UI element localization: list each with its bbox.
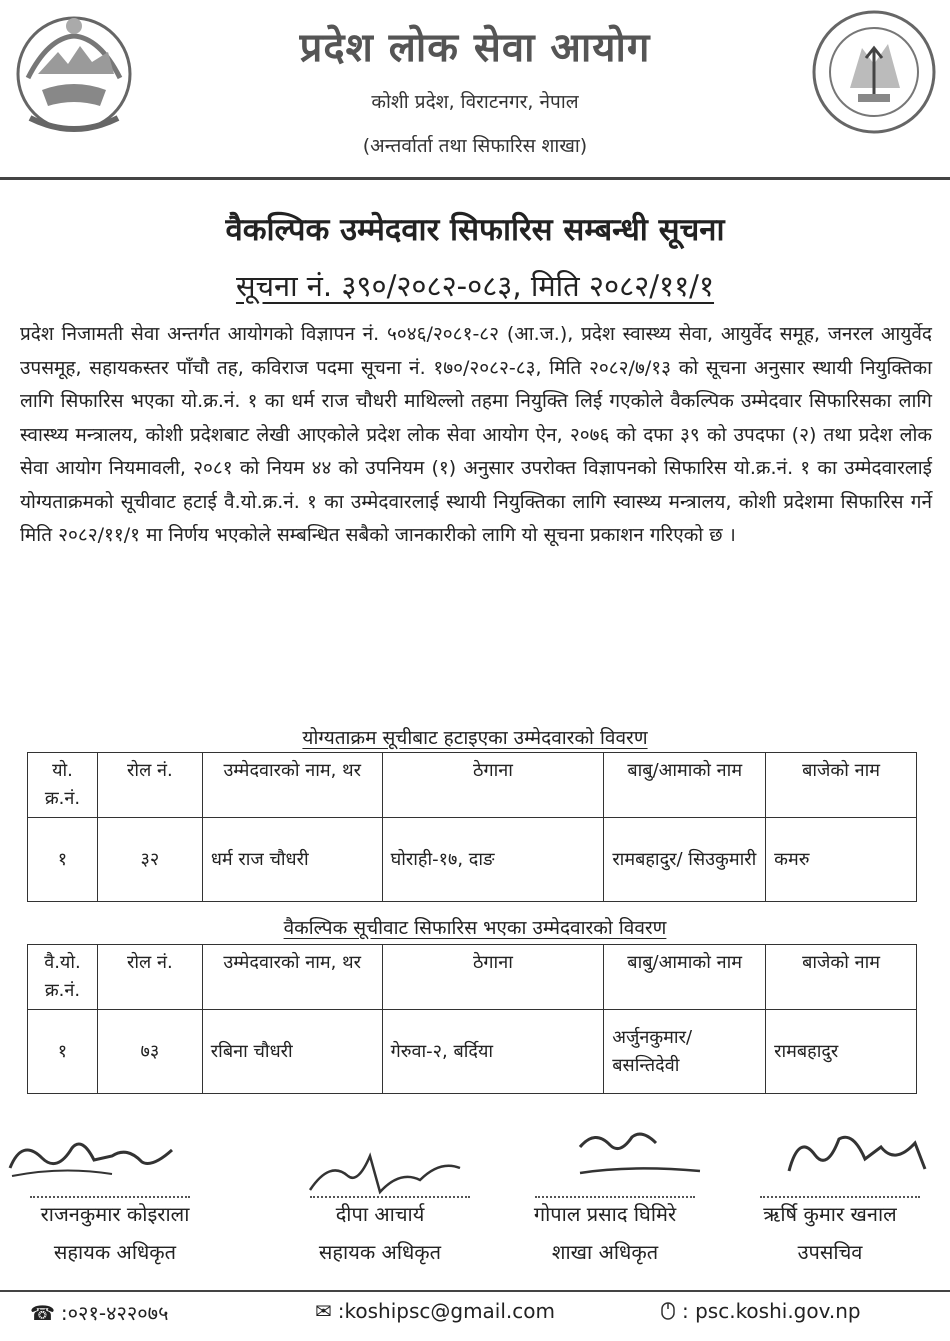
footer-divider (0, 1290, 950, 1292)
notice-title: वैकल्पिक उम्मेदवार सिफारिस सम्बन्धी सूचना (225, 212, 725, 248)
signature-1 (2, 1128, 182, 1188)
recommended-table-caption (0, 914, 950, 940)
cell-name: रबिना चौधरी (202, 1010, 382, 1094)
signature-4 (775, 1125, 935, 1187)
website-url[interactable]: : psc.koshi.gov.np (682, 1299, 861, 1323)
header-serial: वै.यो. क्र.नं. (28, 945, 98, 1010)
header-grandfather: बाजेको नाम (766, 945, 917, 1010)
cell-parents: रामबहादुर/ सिउकुमारी (604, 818, 766, 902)
footer-phone (30, 1299, 168, 1326)
header-parents: बाबु/आमाको नाम (604, 753, 766, 818)
signatory-title-4: उपसचिव (797, 1240, 863, 1264)
footer-website[interactable] (660, 1299, 861, 1323)
header-parents: बाबु/आमाको नाम (604, 945, 766, 1010)
signatory-name-4: ऋर्षि कुमार खनाल (763, 1202, 897, 1226)
cell-serial: १ (28, 1010, 98, 1094)
cell-parents: अर्जुनकुमार/ बसन्तिदेवी (604, 1010, 766, 1094)
signature-2 (300, 1140, 470, 1202)
notice-reference-text: सूचना नं. ३९०/२०८२-०८३, मिति २०८२/११/१ (235, 269, 715, 303)
cell-grandfather: कमरु (766, 818, 917, 902)
notice-reference (0, 266, 950, 305)
signatory-name-1: राजनकुमार कोइराला (40, 1202, 190, 1226)
signatory-title-2: सहायक अधिकृत (318, 1240, 442, 1264)
header-name: उम्मेदवारको नाम, थर (202, 753, 382, 818)
signature-line-1 (30, 1196, 190, 1198)
header-name: उम्मेदवारको नाम, थर (202, 945, 382, 1010)
signatory-name-3: गोपाल प्रसाद घिमिरे (533, 1202, 677, 1226)
signatory-title-3: शाखा अधिकृत (551, 1240, 659, 1264)
cell-roll: ३२ (97, 818, 202, 902)
signature-line-4 (760, 1196, 920, 1198)
cell-name: धर्म राज चौधरी (202, 818, 382, 902)
header-serial: यो. क्र.नं. (28, 753, 98, 818)
recommended-candidates-table (27, 944, 917, 1094)
signature-line-3 (535, 1196, 695, 1198)
mouse-pointer-icon (660, 1301, 676, 1321)
organization-address: कोशी प्रदेश, विराटनगर, नेपाल (371, 91, 579, 113)
telephone-icon: ☎ (30, 1300, 55, 1325)
table-header-row (28, 945, 917, 1010)
notice-body: प्रदेश निजामती सेवा अन्तर्गत आयोगको विज्ञापन नं. ५०४६/२०८१-८२ (आ.ज.), प्रदेश स्वास्थ्य सेवा, आयुर्वेद समूह, जनरल आयुर्वेद उपसमूह, सहायकस्तर पाँचौ तह, कविराज पदमा सूचना नं. १७०/२०८२-८३, मिति २०८२/७/१३ को सूचना अनुसार स्थायी नियुक्तिका लागि सिफारिस भएका यो.क्र.नं. १ का धर्म राज चौधरी माथिल्लो तहमा नियुक्ति लिई गएकोले वैकल्पिक उम्मेदवार सिफारिसका लागि स्वास्थ्य मन्त्रालय, कोशी प्रदेशबाट लेखी आएकोले प्रदेश लोक सेवा आयोग ऐन, २०७६ को दफा ३९ को उपदफा (२) तथा प्रदेश लोक सेवा आयोग नियमावली, २०८१ को नियम ४४ को उपनियम (१) अनुसार उपरोक्त विज्ञापनको सिफारिस यो.क्र.नं. १ का उम्मेदवारलाई योग्यताक्रमको सूचीवाट हटाई वै.यो.क्र.नं. १ का उम्मेदवारलाई स्थायी नियुक्तिका लागि स्वास्थ्य मन्त्रालय, कोशी प्रदेशमा सिफारिस गर्ने मिति २०८२/११/१ मा निर्णय भएकोले सम्बन्धित सबैको जानकारीको लागि यो सूचना प्रकाशन गरिएको छ । (20, 323, 932, 546)
header-roll: रोल नं. (97, 753, 202, 818)
header-roll: रोल नं. (97, 945, 202, 1010)
table-row (28, 1010, 917, 1094)
envelope-icon: ✉ (315, 1299, 332, 1323)
signature-3 (560, 1125, 710, 1187)
signature-line-2 (310, 1196, 470, 1198)
removed-candidates-table (27, 752, 917, 902)
nepal-emblem-icon (8, 8, 140, 148)
signatory-name-2: दीपा आचार्य (335, 1202, 425, 1226)
cell-address: गेरुवा-२, बर्दिया (382, 1010, 604, 1094)
removed-table-caption-text: योग्यताक्रम सूचीबाट हटाइएका उम्मेदवारको विवरण (302, 727, 648, 749)
table-row (28, 818, 917, 902)
header-grandfather: बाजेको नाम (766, 753, 917, 818)
signatory-title-1: सहायक अधिकृत (53, 1240, 177, 1264)
cell-grandfather: रामबहादुर (766, 1010, 917, 1094)
recommended-table-caption-text: वैकल्पिक सूचीवाट सिफारिस भएका उम्मेदवारको विवरण (283, 917, 667, 939)
cell-address: घोराही-१७, दाङ (382, 818, 604, 902)
psc-koshi-logo-icon (810, 8, 938, 136)
header-divider (0, 177, 950, 180)
organization-name: प्रदेश लोक सेवा आयोग (299, 24, 651, 71)
phone-number: :०२१-४२२०७५ (60, 1301, 169, 1325)
header-address: ठेगाना (382, 945, 604, 1010)
footer-email[interactable] (315, 1299, 555, 1323)
removed-table-caption (0, 724, 950, 750)
table-header-row (28, 753, 917, 818)
organization-branch: (अन्तर्वार्ता तथा सिफारिस शाखा) (362, 135, 588, 157)
email-address[interactable]: :koshipsc@gmail.com (337, 1299, 555, 1323)
cell-serial: १ (28, 818, 98, 902)
header-address: ठेगाना (382, 753, 604, 818)
cell-roll: ७३ (97, 1010, 202, 1094)
